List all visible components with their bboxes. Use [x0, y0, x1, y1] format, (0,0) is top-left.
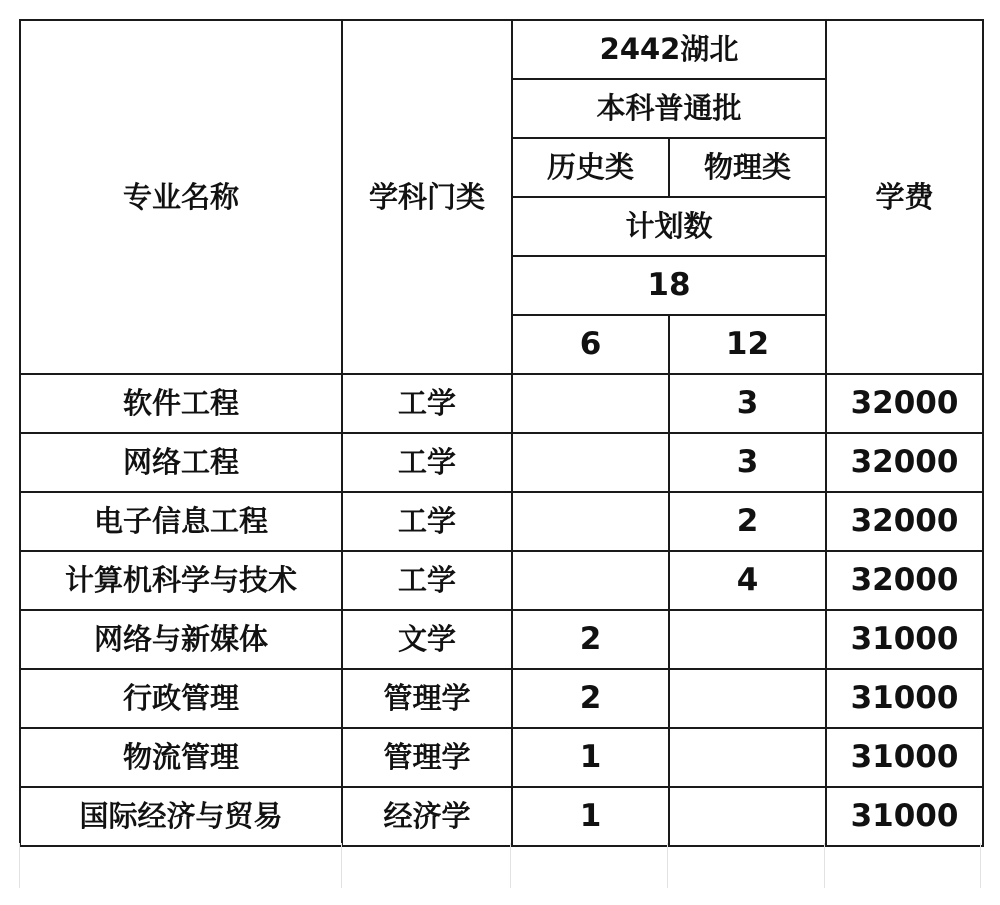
faded-line: [341, 843, 342, 888]
header-history-total: 6: [512, 315, 669, 374]
table-row: [20, 433, 983, 492]
header-plan-label: 计划数: [512, 197, 826, 256]
cell-history: [512, 433, 669, 492]
cell-major: 计算机科学与技术: [20, 551, 342, 610]
table-header: [20, 20, 983, 374]
cell-major: 网络工程: [20, 433, 342, 492]
header-physics: 物理类: [669, 138, 826, 197]
cell-major: 国际经济与贸易: [20, 787, 342, 846]
cell-tuition: 31000: [826, 669, 983, 728]
faded-line: [19, 843, 20, 888]
header-tuition: 学费: [826, 20, 983, 374]
table-row: [20, 492, 983, 551]
cell-history: [512, 551, 669, 610]
cell-category: 经济学: [342, 787, 512, 846]
cell-history: 2: [512, 610, 669, 669]
cell-physics: 4: [669, 551, 826, 610]
cell-category: 工学: [342, 433, 512, 492]
faded-line: [667, 843, 668, 888]
cell-tuition: 31000: [826, 610, 983, 669]
cell-category: 管理学: [342, 669, 512, 728]
header-major: 专业名称: [20, 20, 342, 374]
header-row-province: [20, 20, 983, 79]
cell-physics: 3: [669, 374, 826, 433]
header-batch: 本科普通批: [512, 79, 826, 138]
cell-category: 工学: [342, 492, 512, 551]
table-row: [20, 551, 983, 610]
cell-tuition: 32000: [826, 492, 983, 551]
cell-history: 1: [512, 728, 669, 787]
cell-physics: 3: [669, 433, 826, 492]
cell-category: 管理学: [342, 728, 512, 787]
faded-line: [980, 843, 981, 888]
cell-major: 网络与新媒体: [20, 610, 342, 669]
header-category: 学科门类: [342, 20, 512, 374]
cell-major: 电子信息工程: [20, 492, 342, 551]
header-province: 2442湖北: [512, 20, 826, 79]
cell-major: 行政管理: [20, 669, 342, 728]
cell-physics: [669, 669, 826, 728]
cell-history: [512, 374, 669, 433]
header-history: 历史类: [512, 138, 669, 197]
table-body: [20, 374, 983, 846]
table-row: [20, 669, 983, 728]
table-row: [20, 787, 983, 846]
cell-history: 2: [512, 669, 669, 728]
header-physics-total: 12: [669, 315, 826, 374]
cell-physics: 2: [669, 492, 826, 551]
faded-line: [824, 843, 825, 888]
cell-category: 工学: [342, 374, 512, 433]
table-row: [20, 728, 983, 787]
cell-tuition: 31000: [826, 728, 983, 787]
faded-grid-lines: [19, 843, 982, 888]
faded-line: [510, 843, 511, 888]
cell-history: [512, 492, 669, 551]
cell-category: 工学: [342, 551, 512, 610]
cell-tuition: 32000: [826, 551, 983, 610]
cell-history: 1: [512, 787, 669, 846]
table-row: [20, 610, 983, 669]
cell-major: 物流管理: [20, 728, 342, 787]
cell-tuition: 32000: [826, 433, 983, 492]
cell-tuition: 31000: [826, 787, 983, 846]
header-plan-total: 18: [512, 256, 826, 315]
cell-major: 软件工程: [20, 374, 342, 433]
cell-tuition: 32000: [826, 374, 983, 433]
enrollment-plan-table: [19, 19, 984, 847]
cell-physics: [669, 728, 826, 787]
cell-category: 文学: [342, 610, 512, 669]
table-row: [20, 374, 983, 433]
cell-physics: [669, 787, 826, 846]
cell-physics: [669, 610, 826, 669]
